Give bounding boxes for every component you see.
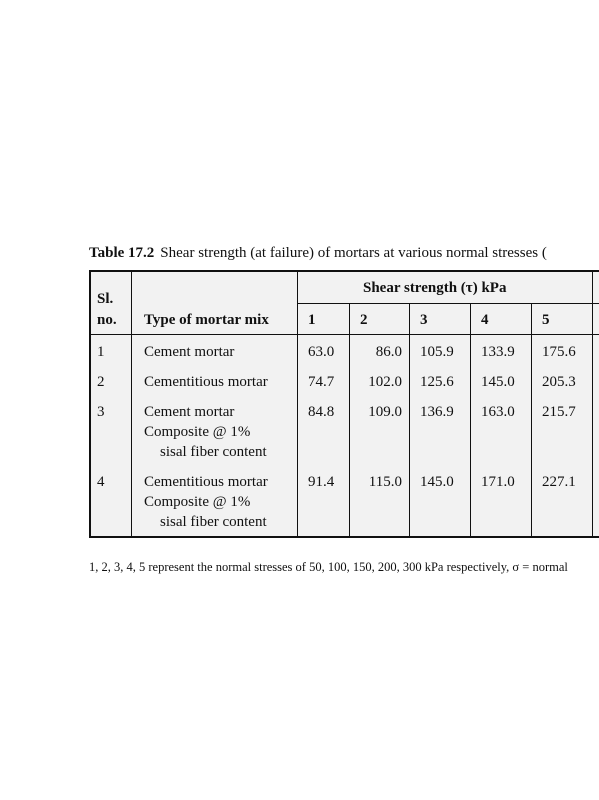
row4-val4: 171.0: [481, 474, 515, 490]
header-stress-4: 4: [481, 312, 489, 328]
table-footnote: 1, 2, 3, 4, 5 represent the normal stresses of 50, 100, 150, 200, 300 kPa respectively, σ = normal: [89, 560, 568, 574]
table-number: Table 17.2: [89, 245, 155, 261]
row4-sl: 4: [97, 474, 105, 490]
row1-val2: 86.0: [375, 344, 402, 360]
header-stress-2: 2: [360, 312, 368, 328]
row2-val5: 205.3: [542, 374, 576, 390]
header-sl-line2: no.: [97, 312, 117, 328]
row3-type-line2: Composite @ 1%: [144, 424, 251, 440]
row4-type-line3: sisal fiber content: [160, 514, 267, 530]
row4-val2: 115.0: [368, 474, 402, 490]
row2-val2: 102.0: [368, 374, 402, 390]
row3-val2: 109.0: [368, 404, 402, 420]
col-divider: [470, 303, 471, 538]
col-divider: [592, 272, 593, 538]
row1-val5: 175.6: [542, 344, 576, 360]
col-divider: [531, 303, 532, 538]
header-rule: [91, 334, 599, 335]
row2-sl: 2: [97, 374, 105, 390]
group-header-rule: [297, 303, 599, 304]
row3-type-line1: Cement mortar: [144, 404, 235, 420]
row1-val3: 105.9: [420, 344, 454, 360]
col-divider: [409, 303, 410, 538]
table-caption: [89, 245, 547, 262]
header-stress-5: 5: [542, 312, 550, 328]
header-sl-line1: Sl.: [97, 291, 114, 307]
row4-val1: 91.4: [308, 474, 335, 490]
table-title: Shear strength (at failure) of mortars at various normal stresses (: [160, 245, 547, 261]
row1-type: Cement mortar: [144, 344, 235, 360]
col-divider: [131, 272, 132, 538]
row3-val3: 136.9: [420, 404, 454, 420]
row1-val1: 63.0: [308, 344, 335, 360]
col-divider: [297, 272, 298, 538]
row1-val4: 133.9: [481, 344, 515, 360]
header-stress-3: 3: [420, 312, 428, 328]
row4-type-line2: Composite @ 1%: [144, 494, 251, 510]
row2-val1: 74.7: [308, 374, 335, 390]
row4-val5: 227.1: [542, 474, 576, 490]
header-stress-1: 1: [308, 312, 316, 328]
row4-val3: 145.0: [420, 474, 454, 490]
row3-sl: 3: [97, 404, 105, 420]
row4-type-line1: Cementitious mortar: [144, 474, 268, 490]
row3-val1: 84.8: [308, 404, 335, 420]
header-shear-strength: Shear strength (τ) kPa: [363, 280, 507, 296]
row2-val3: 125.6: [420, 374, 454, 390]
row1-sl: 1: [97, 344, 105, 360]
header-type: Type of mortar mix: [144, 312, 269, 328]
row3-val4: 163.0: [481, 404, 515, 420]
row3-val5: 215.7: [542, 404, 576, 420]
row3-type-line3: sisal fiber content: [160, 444, 267, 460]
row2-type: Cementitious mortar: [144, 374, 268, 390]
row2-val4: 145.0: [481, 374, 515, 390]
shear-strength-table: [89, 270, 599, 538]
